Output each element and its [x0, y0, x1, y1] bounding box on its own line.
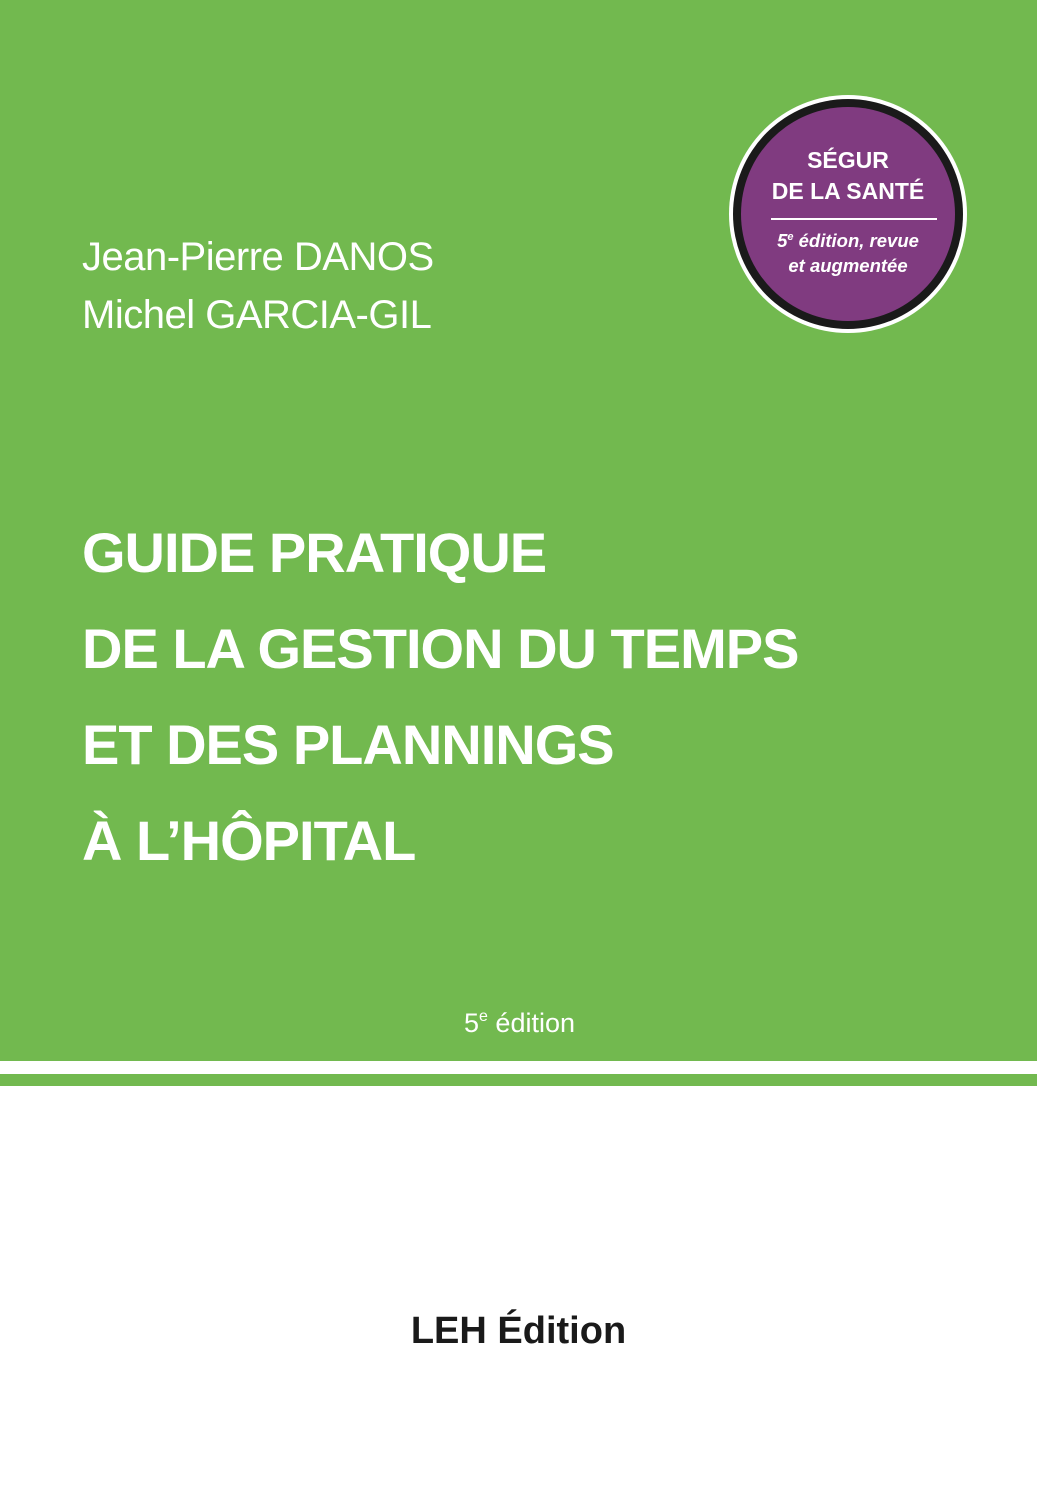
badge-divider: [771, 218, 937, 220]
title-line-3: ET DES PLANNINGS: [82, 713, 614, 776]
badge-ring: [733, 99, 963, 329]
edition-text: édition: [487, 1008, 575, 1038]
badge-subtitle: [741, 228, 955, 278]
badge-sub-text-1: édition, revue: [793, 230, 919, 251]
title-line-2: DE LA GESTION DU TEMPS: [82, 617, 799, 680]
badge-edition-number: 5: [777, 230, 788, 251]
title-line-4: À L’HÔPITAL: [82, 809, 416, 872]
edition-number: 5: [463, 1008, 480, 1038]
segur-badge: [729, 95, 967, 333]
badge-line-2: DE LA SANTÉ: [771, 178, 925, 204]
badge-core: [741, 107, 955, 321]
title-line-1: GUIDE PRATIQUE: [82, 521, 547, 584]
author-2: Michel GARCIA-GIL: [82, 293, 432, 337]
publisher-name: LEH Édition: [410, 1310, 627, 1352]
author-1: Jean-Pierre DANOS: [82, 235, 434, 279]
badge-line-1: SÉGUR: [807, 147, 889, 173]
edition-superscript: e: [479, 1008, 488, 1025]
authors: [82, 228, 434, 344]
badge-title: [741, 145, 955, 207]
edition-label: [0, 1005, 1037, 1041]
badge-sub-text-2: et augmentée: [788, 255, 908, 276]
book-title: [82, 505, 798, 889]
green-stripe: [0, 1074, 1037, 1086]
badge-edition-sup: e: [787, 231, 794, 243]
